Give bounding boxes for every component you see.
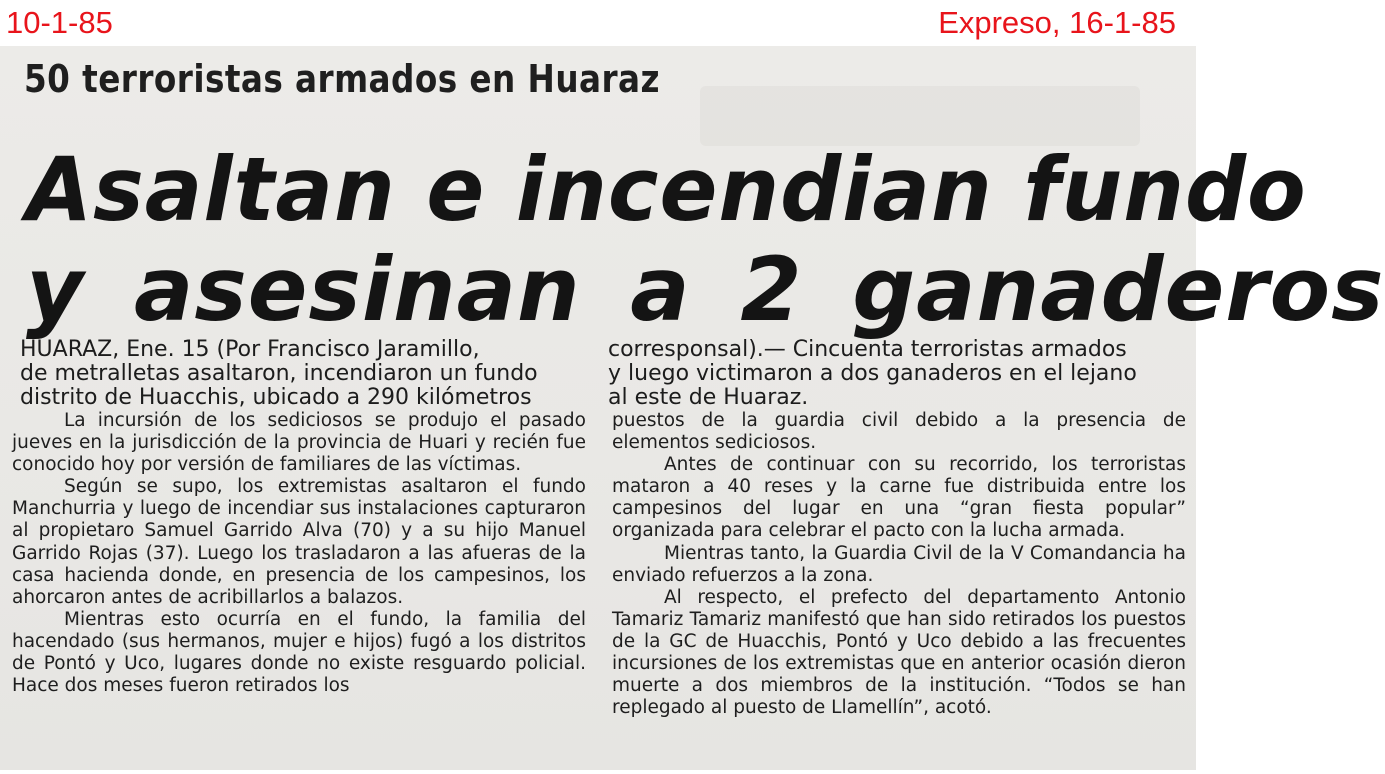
lead-right-line-1: corresponsal).— Cincuenta terroristas armados bbox=[608, 337, 1127, 362]
headline-line-1: Asaltan e incendian fundo bbox=[26, 138, 1307, 241]
lead-left-line-1: HUARAZ, Ene. 15 (Por Francisco Jaramillo, bbox=[20, 337, 480, 362]
paragraph: Al respecto, el prefecto del departamento Antonio Tamariz Tamariz manifestó que han sido retirados los puestos de la GC de Huacchis, Pontó y Uco debido a las frecuentes incursiones de los extremistas que en anterior ocasión dieron muerte a dos miembros de la institución. “Todos se han replegado al puesto de Llamellín”, acotó. bbox=[612, 586, 1186, 719]
paragraph: La incursión de los sediciosos se produjo el pasado jueves en la jurisdicción de la provincia de Huari y recién fue conocido hoy por versión de familiares de las víctimas. bbox=[12, 410, 586, 476]
lead-right-line-2: y luego victimaron a dos ganaderos en el lejano bbox=[608, 361, 1137, 386]
bleed-through-shadow bbox=[700, 86, 1140, 146]
article-column-left bbox=[12, 410, 586, 697]
source-date-label: Expreso, 16-1-85 bbox=[938, 5, 1176, 40]
paragraph: Mientras tanto, la Guardia Civil de la V Comandancia ha enviado refuerzos a la zona. bbox=[612, 542, 1186, 586]
paragraph-continuation: puestos de la guardia civil debido a la presencia de elementos sediciosos. bbox=[612, 410, 1186, 454]
paragraph: Según se supo, los extremistas asaltaron el fundo Manchurria y luego de incendiar sus instalaciones capturaron al propietaro Samuel Garrido Alva (70) y a su hijo Manuel Garrido Rojas (37). Luego los trasladaron a las afueras de la casa hacienda donde, en presencia de los campesinos, los ahorcaron antes de acribillarlos a balazos. bbox=[12, 476, 586, 608]
paragraph: Mientras esto ocurría en el fundo, la familia del hacendado (sus hermanos, mujer e hijos) fugó a los distritos de Pontó y Uco, lugares donde no existe resguardo policial. Hace dos meses fueron retirados los bbox=[12, 608, 586, 697]
lead-right-line-3: al este de Huaraz. bbox=[608, 385, 809, 410]
article-kicker: 50 terroristas armados en Huaraz bbox=[24, 57, 660, 101]
paragraph: Antes de continuar con su recorrido, los terroristas mataron a 40 reses y la carne fue distribuida entre los campesinos del lugar en una “gran fiesta popular” organizada para celebrar el pacto con la lucha armada. bbox=[612, 454, 1186, 542]
clipping-date-label: 10-1-85 bbox=[6, 5, 113, 40]
lead-left-line-3: distrito de Huacchis, ubicado a 290 kilómetros bbox=[20, 385, 532, 410]
lead-left-line-2: de metralletas asaltaron, incendiaron un fundo bbox=[20, 361, 538, 386]
headline-line-2: y asesinan a 2 ganaderos bbox=[26, 238, 1385, 341]
article-column-right bbox=[612, 410, 1186, 719]
newspaper-clipping bbox=[0, 46, 1385, 770]
